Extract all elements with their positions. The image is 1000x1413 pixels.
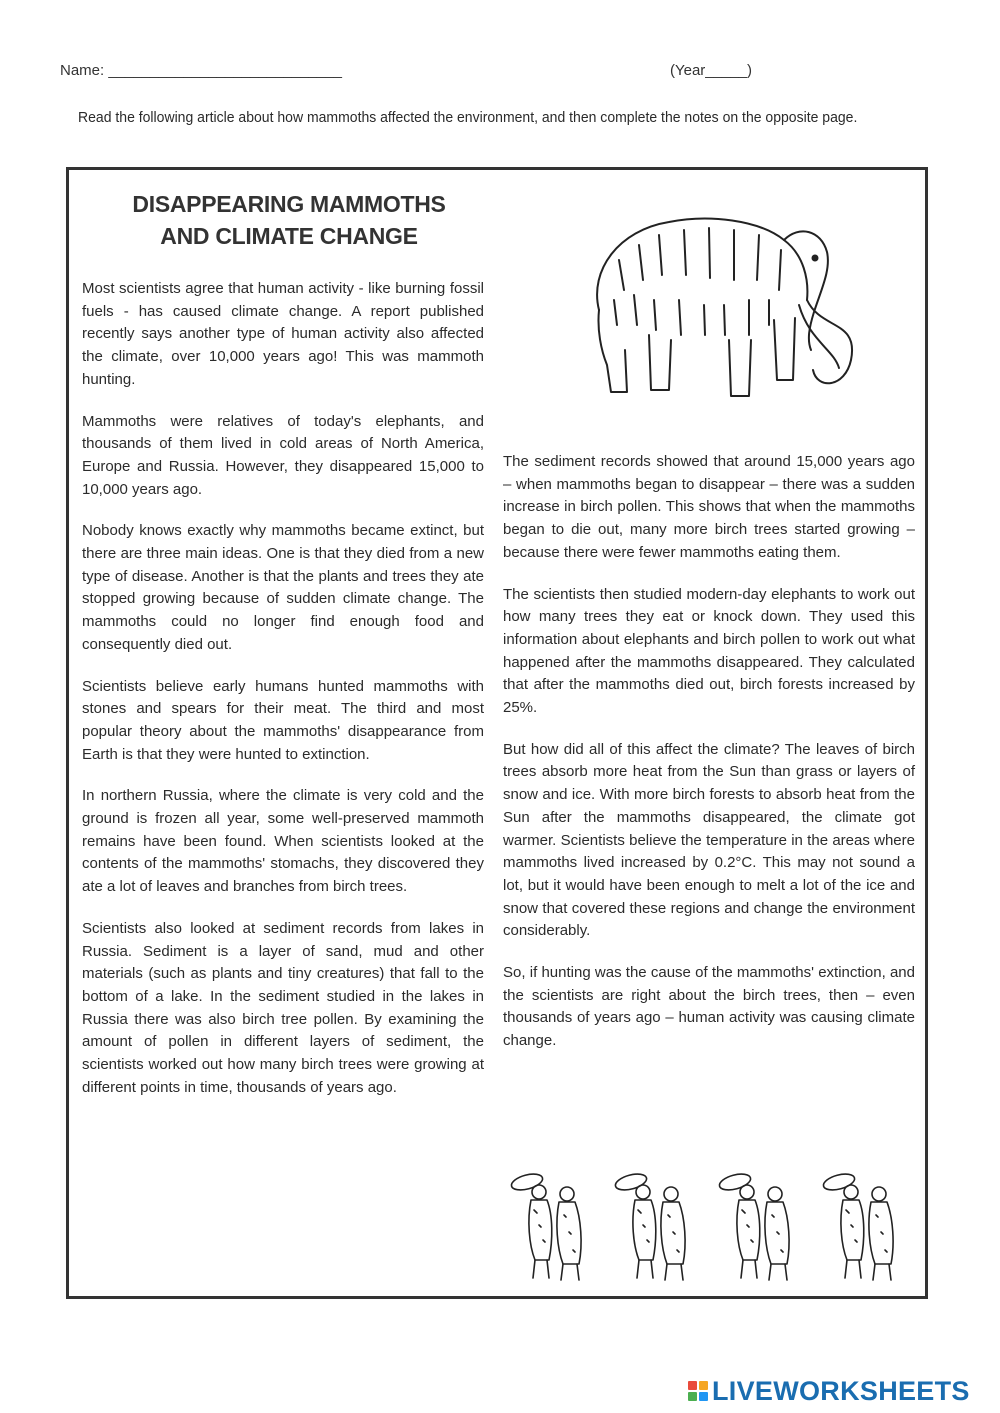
left-paragraph-6: Scientists also looked at sediment records from lakes in Russia. Sediment is a layer of sand, mud and other materials (such as plants and tiny creatures) that fall to the bottom of a lake. In the sediment studied in the lakes in Russia there was also birch tree pollen. By examining the amount of pollen in different layers of sediment, the scientists worked out how many birch trees were growing at different points in time, thousands of years ago. (82, 919, 484, 1096)
logo-square-blue (699, 1392, 708, 1401)
right-paragraph-3: But how did all of this affect the climate? The leaves of birch trees absorb more heat from the Sun than grass or layers of snow and ice. With more birch forests to absorb heat from the Sun after the mammoths disappeared, the climate got warmer. Scientists believe the temperature in the areas where mammoths lived increased by 0.2°C. This may not sound a lot, but it would have been enough to melt a lot of the ice and snow that covered these regions and change the environment considerably. (503, 740, 915, 940)
title-line-1: DISAPPEARING MAMMOTHS (132, 191, 446, 217)
left-paragraph-3: Nobody knows exactly why mammoths became extinct, but there are three main ideas. One is that they died from a new type of disease. Another is that the plants and trees they ate stopped growing because of sudden climate change. The mammoths could no longer find enough food and consequently died out. (82, 522, 484, 653)
article-title (69, 188, 509, 252)
logo-square-red (688, 1381, 697, 1390)
left-column (82, 278, 484, 1119)
mammoth-illustration (559, 200, 859, 405)
hunters-illustration (501, 1166, 921, 1286)
instructions: Read the following article about how mammoths affected the environment, and then complete the notes on the opposite page. (78, 110, 858, 126)
left-paragraph-2: Mammoths were relatives of today's elephants, and thousands of them lived in cold areas of North America, Europe and Russia. However, they disappeared 15,000 to 10,000 years ago. (82, 412, 484, 498)
right-paragraph-1: The sediment records showed that around 15,000 years ago – when mammoths began to disappear – there was a sudden increase in birch pollen. This shows that when the mammoths began to die out, many more birch trees started growing – because there were fewer mammoths eating them. (503, 453, 915, 561)
right-paragraph-4: So, if hunting was the cause of the mammoths' extinction, and the scientists are right about the birch trees, then – even thousands of years ago – human activity was causing climate change. (503, 964, 915, 1050)
logo-square-green (688, 1392, 697, 1401)
logo-square-orange (699, 1381, 708, 1390)
logo-grid-icon (688, 1381, 708, 1401)
left-paragraph-1: Most scientists agree that human activity - like burning fossil fuels - has caused climate change. A report published recently says another type of human activity also affected the climate, over 10,000 years ago! This was mammoth hunting. (82, 280, 484, 388)
article-box (66, 167, 928, 1299)
left-paragraph-4: Scientists believe early humans hunted mammoths with stones and spears for their meat. The third and most popular theory about the mammoths' disappearance from Earth is that they were hunted to extinction. (82, 677, 484, 763)
left-paragraph-5: In northern Russia, where the climate is very cold and the ground is frozen all year, some well-preserved mammoth remains have been found. When scientists looked at the contents of the mammoths' stomachs, they discovered they ate a lot of leaves and branches from birch trees. (82, 787, 484, 896)
name-label: Name: ____________________________ (60, 62, 342, 79)
year-label: (Year_____) (670, 62, 753, 79)
right-column (503, 451, 915, 1072)
right-paragraph-2: The scientists then studied modern-day elephants to work out how many trees they eat or knock down. They used this information about elephants and birch pollen to work out what happened after the mammoths disappeared. They calculated that after the mammoths died out, birch forests increased by 25%. (503, 585, 915, 717)
liveworksheets-logo[interactable] (688, 1376, 970, 1406)
title-line-2: AND CLIMATE CHANGE (160, 223, 418, 249)
logo-text: LIVEWORKSHEETS (712, 1375, 970, 1406)
